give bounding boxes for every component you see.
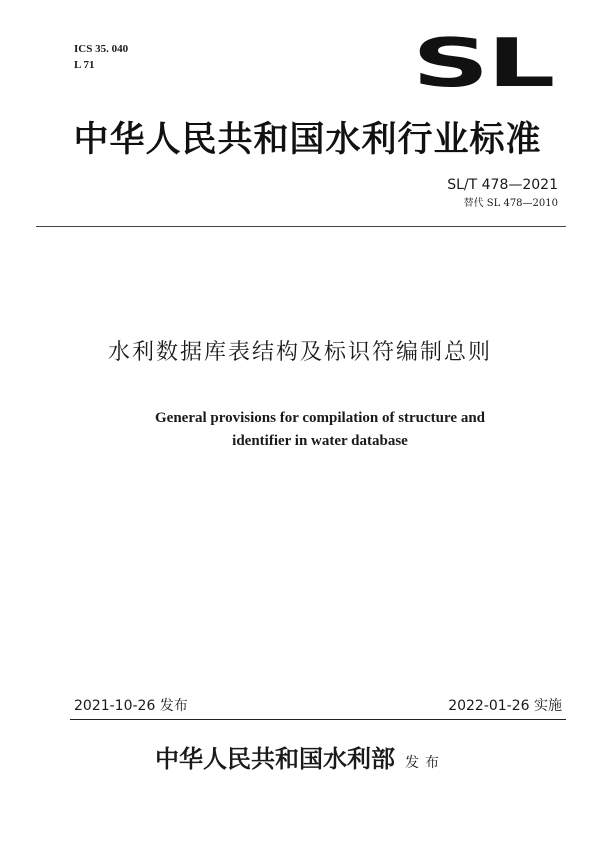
issuer-line (0, 742, 600, 780)
implementation-date: 2022-01-26 实施 (448, 698, 562, 714)
footer-divider (70, 719, 566, 720)
issuer-name: 中华人民共和国水利部 (155, 745, 395, 773)
header-divider (36, 226, 566, 227)
sl-logo: SL (412, 24, 553, 103)
ics-code: ICS 35. 040 (74, 43, 129, 55)
standard-number: SL/T 478—2021 (447, 177, 558, 193)
standard-category-title: 中华人民共和国水利行业标准 (73, 120, 542, 160)
replaces-standard: 替代 SL 478—2010 (463, 198, 558, 209)
document-title-chinese: 水利数据库表结构及标识符编制总则 (107, 340, 492, 365)
ccs-code: L 71 (74, 59, 95, 71)
document-title-english-line2: identifier in water database (232, 433, 408, 449)
issue-action: 发布 (405, 755, 445, 771)
document-title-english-line1: General provisions for compilation of structure and (155, 410, 485, 426)
publication-date: 2021-10-26 发布 (74, 698, 188, 714)
document-title-english (80, 407, 560, 453)
